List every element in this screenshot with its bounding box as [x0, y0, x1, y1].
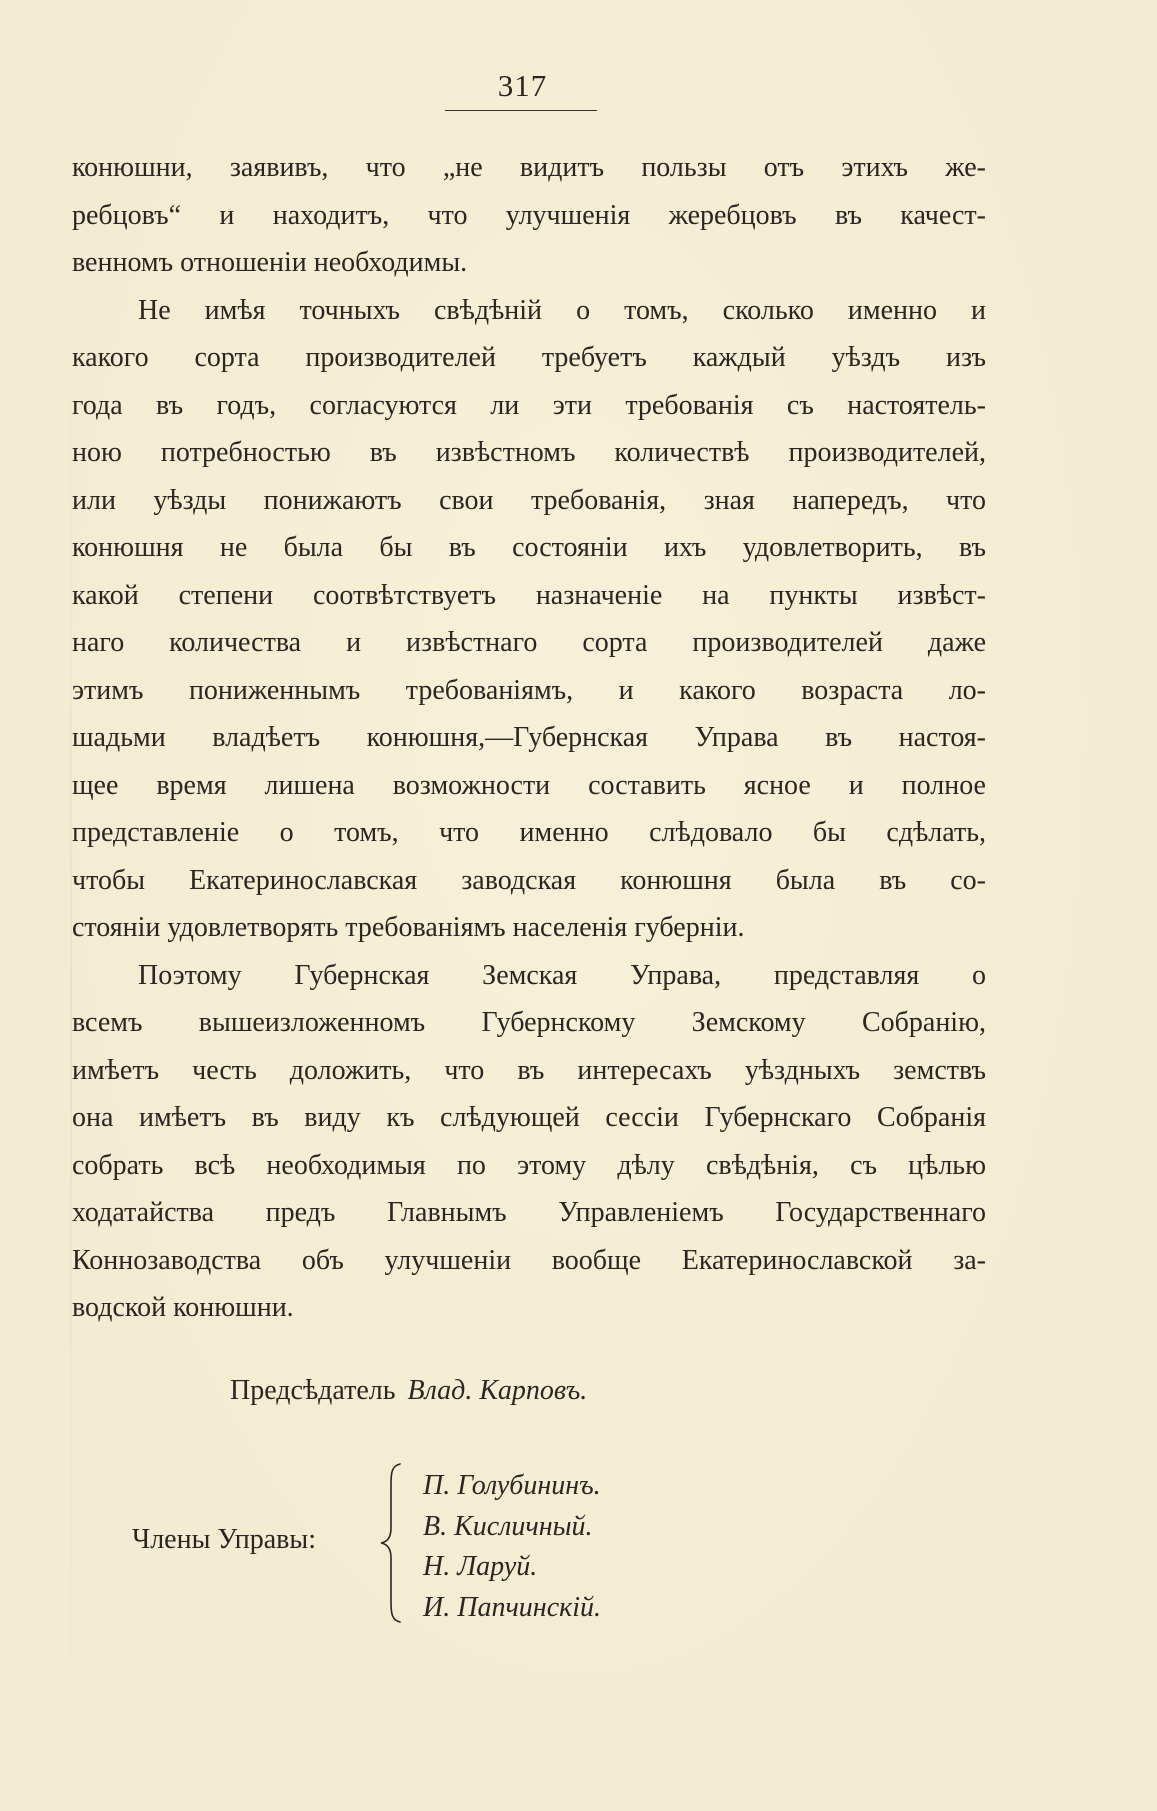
text-line: имѣетъ честь доложить, что въ интересахъ уѣздныхъ земствъ [72, 1054, 986, 1086]
text-line: ною потребностью въ извѣстномъ количествѣ производителей, [72, 437, 986, 468]
body-text [72, 144, 986, 1332]
board-members-list [423, 1466, 601, 1628]
text-line: чтобы Екатеринославская заводская конюшня была въ со- [72, 864, 986, 896]
text-line: какой степени соотвѣтствуетъ назначеніе на пункты извѣст- [72, 579, 986, 611]
chairman-title: Предсѣдатель [230, 1375, 396, 1406]
paragraph-3-body [72, 999, 986, 1284]
board-members-label: Члены Управы: [132, 1524, 316, 1555]
paragraph-1 [72, 144, 986, 239]
board-member-name: И. Папчинскій. [423, 1591, 601, 1623]
paragraph-3-end [72, 1284, 986, 1332]
chairman-name: Влад. Карповъ. [407, 1375, 588, 1406]
text-line: всемъ вышеизложенномъ Губернскому Земскому Собранію, [72, 1007, 986, 1038]
board-member-name: В. Кисличный. [423, 1510, 593, 1542]
text-line: наго количества и извѣстнаго сорта производителей даже [72, 627, 986, 658]
text-line: собрать всѣ необходимыя по этому дѣлу свѣдѣнія, съ цѣлью [72, 1149, 986, 1181]
text-line: венномъ отношеніи необходимы. [72, 247, 468, 278]
text-line: какого сорта производителей требуетъ каждый уѣздъ изъ [72, 342, 986, 373]
text-line: стояніи удовлетворять требованіямъ населенія губерніи. [72, 912, 745, 943]
text-line: она имѣетъ въ виду къ слѣдующей сессіи Губернскаго Собранія [72, 1102, 986, 1133]
paragraph-2-body [72, 334, 986, 904]
text-line: Не имѣя точныхъ свѣдѣній о томъ, сколько именно и [138, 294, 986, 326]
paragraph-1-end [72, 239, 986, 287]
paragraph-2-end [72, 904, 986, 952]
text-line: Коннозаводства объ улучшеніи вообще Екатеринославской за- [72, 1244, 986, 1276]
page-number-rule [445, 110, 597, 111]
text-line: ходатайства предъ Главнымъ Управленіемъ Государственнаго [72, 1197, 986, 1228]
text-line: конюшня не была бы въ состояніи ихъ удовлетворить, въ [72, 532, 986, 563]
board-member-name: П. Голубининъ. [423, 1470, 601, 1501]
text-line: щее время лишена возможности составить ясное и полное [72, 769, 986, 801]
text-line: представленіе о томъ, что именно слѣдовало бы сдѣлать, [72, 817, 986, 848]
text-line: Поэтому Губернская Земская Управа, представляя о [138, 959, 986, 991]
page-number: 317 [497, 68, 548, 103]
paragraph-3 [72, 952, 986, 1000]
text-line: года въ годъ, согласуются ли эти требованія съ настоятель- [72, 389, 986, 421]
chairman-signature [230, 1375, 587, 1407]
text-line: ребцовъ“ и находитъ, что улучшенія жеребцовъ въ качест- [72, 199, 986, 231]
curly-brace-icon [378, 1462, 408, 1624]
text-line: конюшни, заявивъ, что „не видитъ пользы отъ этихъ же- [72, 152, 986, 183]
text-line: шадьми владѣетъ конюшня,—Губернская Управа въ настоя- [72, 722, 986, 753]
paragraph-2 [72, 287, 986, 335]
text-line: или уѣзды понижаютъ свои требованія, зная напередъ, что [72, 484, 986, 516]
text-line: водской конюшни. [72, 1292, 294, 1323]
text-line: этимъ пониженнымъ требованіямъ, и какого возраста ло- [72, 674, 986, 706]
board-member-name: Н. Ларуй. [423, 1551, 538, 1582]
